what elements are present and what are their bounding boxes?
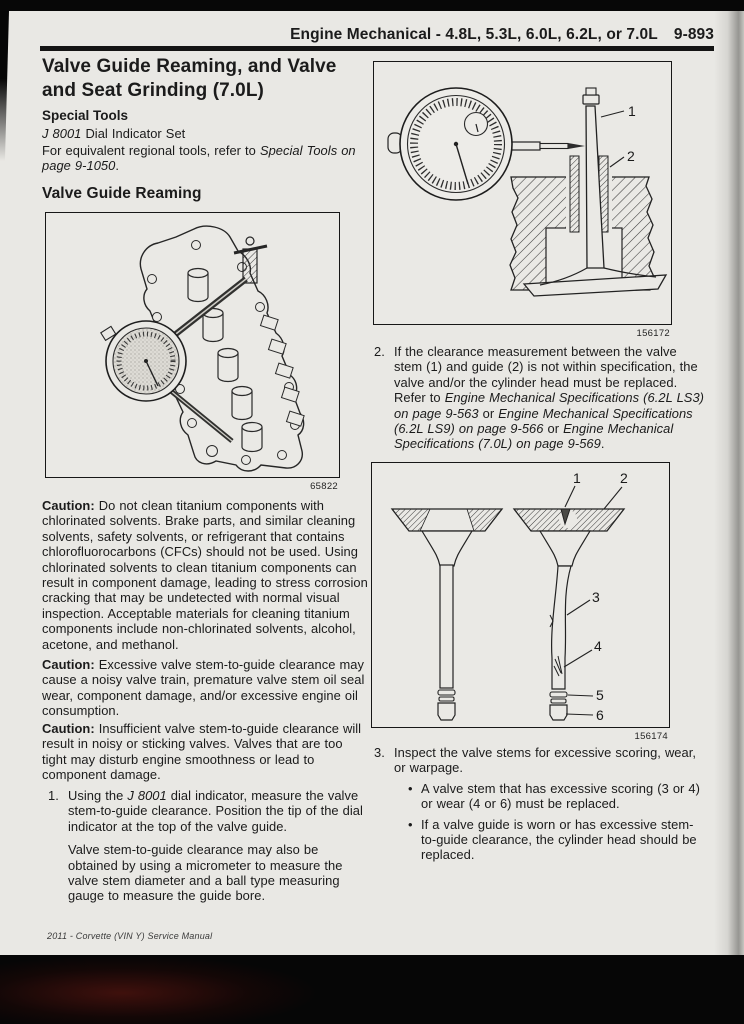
callout-1-valve-stem: 1 bbox=[628, 103, 636, 119]
equiv-reference: Special Tools on page 9-1050 bbox=[42, 143, 356, 174]
spec-reference-ls3: Engine Mechanical Specifications (6.2L LS3) on page 9-563 bbox=[394, 390, 705, 421]
header-title: Engine Mechanical - 4.8L, 5.3L, 6.0L, 6.2L, or 7.0L bbox=[290, 26, 658, 43]
caution-insufficient-clearance bbox=[42, 721, 370, 783]
cylinder-head-illustration bbox=[46, 213, 338, 475]
caution-excessive-clearance bbox=[42, 657, 370, 719]
callout-6-valve-tip: 6 bbox=[596, 707, 604, 723]
tool-code: J 8001 bbox=[42, 126, 82, 141]
step-2-text bbox=[394, 344, 706, 452]
step-2 bbox=[374, 344, 706, 452]
caution-text: Insufficient valve stem-to-guide clearance will result in noisy or sticking valves. Valves that are too tight may disturb engine smoothness or lead to component damage. bbox=[42, 721, 362, 783]
callout-3-valve-stem: 3 bbox=[592, 589, 600, 605]
step2-period: . bbox=[600, 436, 605, 452]
callout-5-keeper-groove: 5 bbox=[596, 687, 604, 703]
bullet-item bbox=[394, 817, 706, 863]
page-header bbox=[40, 26, 714, 44]
step1-post: dial indicator, measure the valve stem-to-guide clearance. Position the tip of the dial indicator at the top of the valve guide. bbox=[68, 788, 363, 834]
spec-reference-7-0l: Engine Mechanical Specifications (7.0L) on page 9-569 bbox=[394, 421, 674, 452]
step-1-paragraph-2: Valve stem-to-guide clearance may also be obtained by using a micrometer to measure the valve stem diameter and a ball type measuring gauge to measure the guide bore. bbox=[68, 842, 343, 904]
bullet-glyph: • bbox=[408, 780, 413, 796]
callout-1-burned-spot: 1 bbox=[573, 470, 581, 486]
step1-pre: Using the bbox=[68, 788, 128, 803]
equiv-pre: For equivalent regional tools, refer to bbox=[42, 143, 260, 158]
step-3-body bbox=[394, 745, 706, 863]
caution-label: Caution: bbox=[42, 721, 95, 736]
equiv-post: . bbox=[115, 158, 119, 174]
figure-number: 156172 bbox=[636, 328, 670, 339]
figure-number: 65822 bbox=[310, 481, 338, 492]
figure-stem-to-guide-measurement bbox=[373, 61, 672, 325]
step-number: 2. bbox=[374, 344, 385, 359]
callout-2-valve-margin: 2 bbox=[620, 470, 628, 486]
figure-number: 156174 bbox=[634, 731, 668, 742]
step2-or: or bbox=[478, 405, 499, 421]
step-3-text: Inspect the valve stems for excessive scoring, wear, or warpage. bbox=[394, 745, 697, 776]
scan-left-edge bbox=[0, 11, 9, 161]
step-body bbox=[68, 788, 370, 904]
equivalent-tools-note bbox=[42, 143, 372, 174]
figure-valve-inspection bbox=[371, 462, 670, 728]
bullet-text: A valve stem that has excessive scoring (3 or 4) or wear (4 or 6) must be replaced. bbox=[421, 780, 700, 812]
bullet-item bbox=[394, 781, 706, 812]
valve-wear-illustration bbox=[372, 463, 668, 726]
tool-name: Dial Indicator Set bbox=[81, 126, 186, 141]
header-rule bbox=[40, 46, 714, 51]
step-1-text bbox=[68, 788, 370, 834]
dial-indicator-valve-illustration bbox=[374, 62, 670, 323]
bullet-glyph: • bbox=[408, 816, 413, 832]
step2-body: If the clearance measurement between the valve stem (1) and guide (2) is not within specification, the valve and/or the cylinder head must be replaced. Refer to bbox=[394, 344, 698, 406]
header-page-number: 9-893 bbox=[673, 26, 714, 43]
step2-or: or bbox=[543, 421, 564, 437]
caution-label: Caution: bbox=[42, 657, 95, 672]
caution-text: Excessive valve stem-to-guide clearance may cause a noisy valve train, premature valve stem oil seal wear, component damage, and/or excessive engine oil consumption. bbox=[42, 657, 365, 719]
scan-top-band bbox=[0, 0, 744, 11]
section-title: Valve Guide Reaming, and Valve and Seat Grinding (7.0L) bbox=[42, 56, 337, 101]
step-number: 1. bbox=[48, 788, 59, 803]
spec-reference-ls9: Engine Mechanical Specifications (6.2L LS9) on page 9-566 bbox=[394, 405, 693, 437]
step1-tool: J 8001 bbox=[127, 788, 167, 803]
caution-label: Caution: bbox=[42, 498, 95, 513]
footer-text: 2011 - Corvette (VIN Y) Service Manual bbox=[47, 931, 213, 941]
step-3 bbox=[374, 745, 706, 863]
caution-text: Do not clean titanium components with chlorinated solvents. Brake parts, and similar cleaning solvents, safety solvents, or refrigerant that contains chlorofluorocarbons (CFCs) should not be used. Using chlorinated solvents to clean titanium components can result in component damage, leading to stress corrosion cracking that may be undetected with normal visual inspection. Acceptable materials for cleaning titanium components include non-chlorinated solvents, alcohol, acetone, and methanol. bbox=[42, 498, 368, 652]
scan-red-blotch bbox=[0, 955, 320, 1024]
special-tool-item bbox=[42, 126, 368, 141]
scan-bottom-band bbox=[0, 955, 744, 1024]
scan-right-shadow bbox=[714, 11, 744, 955]
caution-titanium bbox=[42, 498, 370, 652]
figure-cylinder-head-reaming bbox=[45, 212, 340, 478]
callout-4-scoring: 4 bbox=[594, 638, 602, 654]
step-number: 3. bbox=[374, 745, 385, 760]
valve-guide-reaming-heading: Valve Guide Reaming bbox=[42, 185, 202, 202]
special-tools-heading: Special Tools bbox=[42, 108, 129, 123]
callout-2-valve-guide: 2 bbox=[627, 148, 635, 164]
step-1 bbox=[48, 788, 370, 904]
bullet-text: If a valve guide is worn or has excessive stem-to-guide clearance, the cylinder head should be replaced. bbox=[421, 816, 697, 863]
